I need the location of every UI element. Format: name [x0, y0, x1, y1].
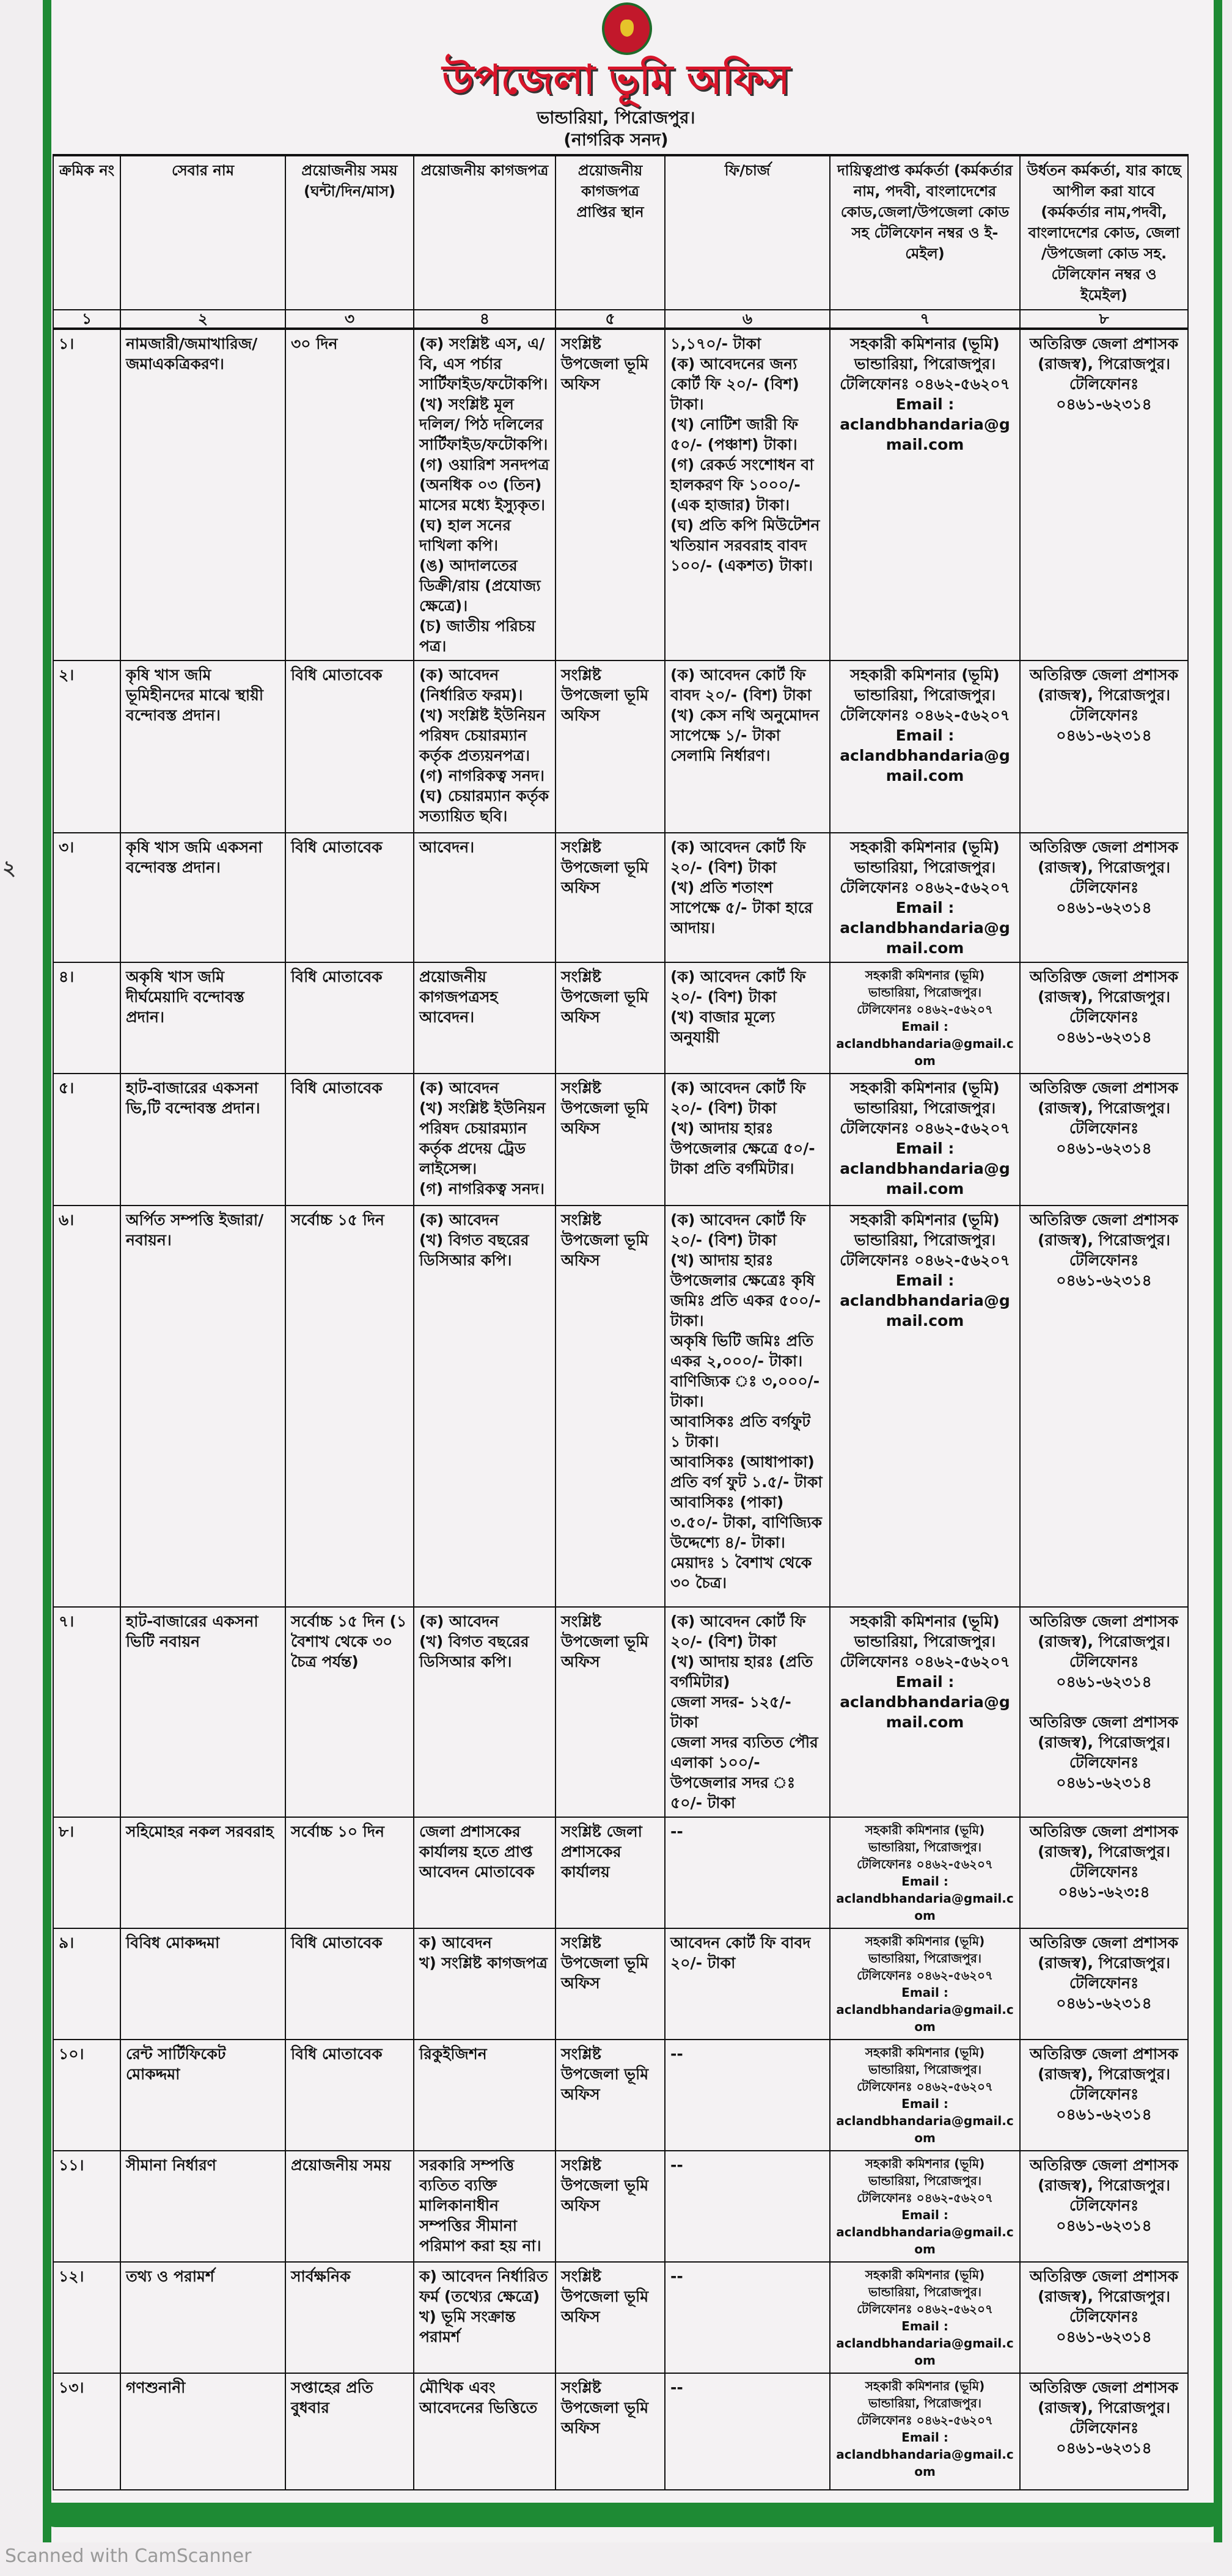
- table-row: [53, 2151, 1188, 2262]
- cell-responsible-officer: সহকারী কমিশনার (ভূমি) ভান্ডারিয়া, পিরোজপুর। টেলিফোনঃ ০৪৬২-৫৬২০৭ Email : aclandbhandaria@gmail.com: [830, 2151, 1020, 2262]
- column-number: ১: [53, 310, 120, 329]
- green-border-bottom: [43, 2503, 1222, 2527]
- cell-fee: আবেদন কোর্ট ফি বাবদ ২০/- টাকা: [665, 1928, 830, 2040]
- cell-documents-source: সংশ্লিষ্ট উপজেলা ভূমি অফিস: [556, 1928, 665, 2040]
- column-number: ৩: [285, 310, 414, 329]
- cell-required-documents: (ক) আবেদন (খ) সংশ্লিষ্ট ইউনিয়ন পরিষদ চেয়ারম্যান কর্তৃক প্রদেয় ট্রেড লাইসেন্স। (গ) নাগরিকত্ব সনদ।: [414, 1074, 556, 1206]
- cell-appeal-officer: অতিরিক্ত জেলা প্রশাসক (রাজস্ব), পিরোজপুর। টেলিফোনঃ ০৪৬১-৬২৩১৪: [1020, 329, 1188, 660]
- cell-fee: --: [665, 2040, 830, 2151]
- column-header-required-documents: প্রয়োজনীয় কাগজপত্র: [414, 155, 556, 310]
- cell-fee: (ক) আবেদন কোর্ট ফি ২০/- (বিশ) টাকা (খ) প্রতি শতাংশ সাপেক্ষে ৫/- টাকা হারে আদায়।: [665, 833, 830, 962]
- cell-service-name: তথ্য ও পরামর্শ: [120, 2262, 285, 2373]
- cell-documents-source: সংশ্লিষ্ট উপজেলা ভূমি অফিস: [556, 2373, 665, 2490]
- cell-serial: ১৩।: [53, 2373, 120, 2490]
- cell-documents-source: সংশ্লিষ্ট উপজেলা ভূমি অফিস: [556, 2151, 665, 2262]
- cell-required-time: বিধি মোতাবেক: [285, 962, 414, 1074]
- cell-serial: ১০।: [53, 2040, 120, 2151]
- cell-responsible-officer: সহকারী কমিশনার (ভূমি) ভান্ডারিয়া, পিরোজপুর। টেলিফোনঃ ০৪৬২-৫৬২০৭ Email : aclandbhandaria@gmail.com: [830, 2373, 1020, 2490]
- cell-serial: ১।: [53, 329, 120, 660]
- table-row: [53, 962, 1188, 1074]
- table-row: [53, 2373, 1188, 2490]
- cell-appeal-officer: অতিরিক্ত জেলা প্রশাসক (রাজস্ব), পিরোজপুর। টেলিফোনঃ ০৪৬১-৬২৩১৪: [1020, 2040, 1188, 2151]
- cell-required-documents: আবেদন।: [414, 833, 556, 962]
- scanner-watermark: Scanned with CamScanner: [5, 2545, 252, 2567]
- cell-responsible-officer: সহকারী কমিশনার (ভূমি) ভান্ডারিয়া, পিরোজপুর। টেলিফোনঃ ০৪৬২-৫৬২০৭ Email : aclandbhandaria@gmail.com: [830, 1206, 1020, 1607]
- cell-serial: ৬।: [53, 1206, 120, 1607]
- cell-documents-source: সংশ্লিষ্ট উপজেলা ভূমি অফিস: [556, 1074, 665, 1206]
- cell-required-documents: ক) আবেদন নির্ধারিত ফর্ম (তথ্যের ক্ষেত্রে) খ) ভূমি সংক্রান্ত পরামর্শ: [414, 2262, 556, 2373]
- cell-required-time: বিধি মোতাবেক: [285, 833, 414, 962]
- cell-required-time: সর্বোচ্চ ১৫ দিন (১ বৈশাখ থেকে ৩০ চৈত্র পর্যন্ত): [285, 1607, 414, 1817]
- cell-documents-source: সংশ্লিষ্ট উপজেলা ভূমি অফিস: [556, 2040, 665, 2151]
- column-header-required-time: প্রয়োজনীয় সময় (ঘন্টা/দিন/মাস): [285, 155, 414, 310]
- cell-responsible-officer: সহকারী কমিশনার (ভূমি) ভান্ডারিয়া, পিরোজপুর। টেলিফোনঃ ০৪৬২-৫৬২০৭ Email : aclandbhandaria@gmail.com: [830, 1074, 1020, 1206]
- cell-required-documents: রিকুইজিশন: [414, 2040, 556, 2151]
- cell-documents-source: সংশ্লিষ্ট উপজেলা ভূমি অফিস: [556, 329, 665, 660]
- cell-fee: (ক) আবেদন কোর্ট ফি বাবদ ২০/- (বিশ) টাকা (খ) কেস নথি অনুমোদন সাপেক্ষে ১/- টাকা সেলামি নির্ধারণ।: [665, 660, 830, 833]
- cell-required-documents: প্রয়োজনীয় কাগজপত্রসহ আবেদন।: [414, 962, 556, 1074]
- cell-required-documents: (ক) সংশ্লিষ্ট এস, এ/বি, এস পর্চার সার্টিফাইড/ফটোকপি। (খ) সংশ্লিষ্ট মূল দলিল/ পিঠ দলিলের সার্টিফাইড/ফটোকপি। (গ) ওয়ারিশ সনদপত্র (অনধিক ০৩ (তিন) মাসের মধ্যে ইস্যুকৃত। (ঘ) হাল সনের দাখিলা কপি। (ঙ) আদালতের ডিক্রী/রায় (প্রযোজ্য ক্ষেত্রে)। (চ) জাতীয় পরিচয় পত্র।: [414, 329, 556, 660]
- column-number: ৬: [665, 310, 830, 329]
- cell-appeal-officer: অতিরিক্ত জেলা প্রশাসক (রাজস্ব), পিরোজপুর। টেলিফোনঃ ০৪৬১-৬২৩১৪: [1020, 660, 1188, 833]
- cell-service-name: সহিমোহর নকল সরবরাহ: [120, 1817, 285, 1928]
- cell-appeal-officer: অতিরিক্ত জেলা প্রশাসক (রাজস্ব), পিরোজপুর। টেলিফোনঃ ০৪৬১-৬২৩১৪: [1020, 2373, 1188, 2490]
- cell-required-time: বিধি মোতাবেক: [285, 1928, 414, 2040]
- cell-service-name: হাট-বাজারের একসনা ভি,টি বন্দোবস্ত প্রদান।: [120, 1074, 285, 1206]
- cell-service-name: গণশুনানী: [120, 2373, 285, 2490]
- cell-documents-source: সংশ্লিষ্ট উপজেলা ভূমি অফিস: [556, 1607, 665, 1817]
- cell-serial: ১১।: [53, 2151, 120, 2262]
- column-header-fee: ফি/চার্জ: [665, 155, 830, 310]
- cell-responsible-officer: সহকারী কমিশনার (ভূমি) ভান্ডারিয়া, পিরোজপুর। টেলিফোনঃ ০৪৬২-৫৬২০৭ Email : aclandbhandaria@gmail.com: [830, 1817, 1020, 1928]
- column-number: ২: [120, 310, 285, 329]
- cell-documents-source: সংশ্লিষ্ট জেলা প্রশাসকের কার্যালয়: [556, 1817, 665, 1928]
- cell-responsible-officer: সহকারী কমিশনার (ভূমি) ভান্ডারিয়া, পিরোজপুর। টেলিফোনঃ ০৪৬২-৫৬২০৭ Email : aclandbhandaria@gmail.com: [830, 962, 1020, 1074]
- cell-fee: ১,১৭০/- টাকা (ক) আবেদনের জন্য কোর্ট ফি ২০/- (বিশ) টাকা। (খ) নোটিশ জারী ফি ৫০/- (পঞ্চাশ) টাকা। (গ) রেকর্ড সংশোধন বা হালকরণ ফি ১০০০/- (এক হাজার) টাকা। (ঘ) প্রতি কপি মিউটেশন খতিয়ান সরবরাহ বাবদ ১০০/- (একশত) টাকা।: [665, 329, 830, 660]
- cell-serial: ৩।: [53, 833, 120, 962]
- column-header-documents-source: প্রয়োজনীয় কাগজপত্র প্রাপ্তির স্থান: [556, 155, 665, 310]
- government-emblem-icon: [602, 2, 652, 55]
- cell-appeal-officer: অতিরিক্ত জেলা প্রশাসক (রাজস্ব), পিরোজপুর। টেলিফোনঃ ০৪৬১-৬২৩:৪: [1020, 1817, 1188, 1928]
- cell-documents-source: সংশ্লিষ্ট উপজেলা ভূমি অফিস: [556, 2262, 665, 2373]
- table-row: [53, 1074, 1188, 1206]
- cell-serial: ৮।: [53, 1817, 120, 1928]
- cell-serial: ১২।: [53, 2262, 120, 2373]
- cell-fee: (ক) আবেদন কোর্ট ফি ২০/- (বিশ) টাকা (খ) আদায় হারঃ উপজেলার ক্ষেত্রে ৫০/- টাকা প্রতি বর্গমিটার।: [665, 1074, 830, 1206]
- column-header-appeal-officer: উর্ধতন কর্মকর্তা, যার কাছে আপীল করা যাবে (কর্মকর্তার নাম,পদবী, বাংলাদেশের কোড, জেলা /উপজেলা কোড সহ. টেলিফোন নম্বর ও ইমেইল): [1020, 155, 1188, 310]
- cell-fee: (ক) আবেদন কোর্ট ফি ২০/- (বিশ) টাকা (খ) আদায় হারঃ উপজেলার ক্ষেত্রেঃ কৃষি জমিঃ প্রতি একর ৫০০/- টাকা। অকৃষি ভিটি জমিঃ প্রতি একর ২,০০০/- টাকা। বাণিজ্যিক ঃ ৩,০০০/- টাকা। আবাসিকঃ প্রতি বর্গফুট ১ টাকা। আবাসিকঃ (আধাপাকা) প্রতি বর্গ ফুট ১.৫/- টাকা আবাসিকঃ (পাকা) ৩.৫০/- টাকা, বাণিজ্যিক উদ্দেশ্যে ৪/- টাকা। মেয়াদঃ ১ বৈশাখ থেকে ৩০ চৈত্র।: [665, 1206, 830, 1607]
- cell-fee: (ক) আবেদন কোর্ট ফি ২০/- (বিশ) টাকা (খ) আদায় হারঃ (প্রতি বর্গমিটার) জেলা সদর- ১২৫/- টাকা জেলা সদর ব্যতিত পৌর এলাকা ১০০/- উপজেলার সদর ঃ ৫০/- টাকা: [665, 1607, 830, 1817]
- cell-documents-source: সংশ্লিষ্ট উপজেলা ভূমি অফিস: [556, 660, 665, 833]
- cell-responsible-officer: সহকারী কমিশনার (ভূমি) ভান্ডারিয়া, পিরোজপুর। টেলিফোনঃ ০৪৬২-৫৬২০৭ Email : aclandbhandaria@gmail.com: [830, 1607, 1020, 1817]
- citizen-charter-table: [53, 154, 1189, 2490]
- table-row: [53, 1817, 1188, 1928]
- cell-required-documents: (ক) আবেদন (খ) বিগত বছরের ডিসিআর কপি।: [414, 1206, 556, 1607]
- cell-required-documents: (ক) আবেদন (খ) বিগত বছরের ডিসিআর কপি।: [414, 1607, 556, 1817]
- cell-required-time: সর্বোচ্চ ১৫ দিন: [285, 1206, 414, 1607]
- column-header-serial: ক্রমিক নং: [53, 155, 120, 310]
- cell-appeal-officer: অতিরিক্ত জেলা প্রশাসক (রাজস্ব), পিরোজপুর। টেলিফোনঃ ০৪৬১-৬২৩১৪: [1020, 2151, 1188, 2262]
- cell-responsible-officer: সহকারী কমিশনার (ভূমি) ভান্ডারিয়া, পিরোজপুর। টেলিফোনঃ ০৪৬২-৫৬২০৭ Email : aclandbhandaria@gmail.com: [830, 1928, 1020, 2040]
- cell-required-time: প্রয়োজনীয় সময়: [285, 2151, 414, 2262]
- cell-responsible-officer: সহকারী কমিশনার (ভূমি) ভান্ডারিয়া, পিরোজপুর। টেলিফোনঃ ০৪৬২-৫৬২০৭ Email : aclandbhandaria@gmail.com: [830, 660, 1020, 833]
- cell-fee: --: [665, 2373, 830, 2490]
- cell-required-time: বিধি মোতাবেক: [285, 2040, 414, 2151]
- cell-service-name: হাট-বাজারের একসনা ভিটি নবায়ন: [120, 1607, 285, 1817]
- cell-service-name: রেন্ট সার্টিফিকেট মোকদ্দমা: [120, 2040, 285, 2151]
- column-header-service-name: সেবার নাম: [120, 155, 285, 310]
- cell-required-time: ৩০ দিন: [285, 329, 414, 660]
- cell-fee: --: [665, 2151, 830, 2262]
- cell-serial: ৪।: [53, 962, 120, 1074]
- column-number: ৭: [830, 310, 1020, 329]
- cell-required-time: বিধি মোতাবেক: [285, 1074, 414, 1206]
- cell-responsible-officer: সহকারী কমিশনার (ভূমি) ভান্ডারিয়া, পিরোজপুর। টেলিফোনঃ ০৪৬২-৫৬২০৭ Email : aclandbhandaria@gmail.com: [830, 2040, 1020, 2151]
- cell-fee: (ক) আবেদন কোর্ট ফি ২০/- (বিশ) টাকা (খ) বাজার মূল্যে অনুযায়ী: [665, 962, 830, 1074]
- cell-required-documents: জেলা প্রশাসকের কার্যালয় হতে প্রাপ্ত আবেদন মোতাবেক: [414, 1817, 556, 1928]
- column-number-row: [53, 310, 1188, 329]
- cell-service-name: কৃষি খাস জমি ভূমিহীনদের মাঝে স্থায়ী বন্দোবস্ত প্রদান।: [120, 660, 285, 833]
- office-location: ভান্ডারিয়া, পিরোজপুর।: [537, 108, 695, 128]
- cell-appeal-officer: অতিরিক্ত জেলা প্রশাসক (রাজস্ব), পিরোজপুর। টেলিফোনঃ ০৪৬১-৬২৩১৪: [1020, 1074, 1188, 1206]
- cell-required-time: সার্বক্ষনিক: [285, 2262, 414, 2373]
- cell-appeal-officer: অতিরিক্ত জেলা প্রশাসক (রাজস্ব), পিরোজপুর। টেলিফোনঃ ০৪৬১-৬২৩১৪: [1020, 1928, 1188, 2040]
- cell-service-name: অর্পিত সম্পত্তি ইজারা/ নবায়ন।: [120, 1206, 285, 1607]
- cell-service-name: সীমানা নির্ধারণ: [120, 2151, 285, 2262]
- cell-appeal-officer: অতিরিক্ত জেলা প্রশাসক (রাজস্ব), পিরোজপুর। টেলিফোনঃ ০৪৬১-৬২৩১৪: [1020, 833, 1188, 962]
- cell-documents-source: সংশ্লিষ্ট উপজেলা ভূমি অফিস: [556, 962, 665, 1074]
- cell-service-name: অকৃষি খাস জমি দীর্ঘমেয়াদি বন্দোবস্ত প্রদান।: [120, 962, 285, 1074]
- cell-responsible-officer: সহকারী কমিশনার (ভূমি) ভান্ডারিয়া, পিরোজপুর। টেলিফোনঃ ০৪৬২-৫৬২০৭ Email : aclandbhandaria@gmail.com: [830, 329, 1020, 660]
- cell-serial: ২।: [53, 660, 120, 833]
- margin-mark: ২: [2, 856, 16, 880]
- column-header-responsible-officer: দায়িত্বপ্রাপ্ত কর্মকর্তা (কর্মকর্তার নাম, পদবী, বাংলাদেশের কোড,জেলা/উপজেলা কোড সহ টেলিফোন নম্বর ও ই-মেইল): [830, 155, 1020, 310]
- document-subtitle: (নাগরিক সনদ): [563, 130, 669, 150]
- cell-appeal-officer: অতিরিক্ত জেলা প্রশাসক (রাজস্ব), পিরোজপুর। টেলিফোনঃ ০৪৬১-৬২৩১৪: [1020, 1206, 1188, 1607]
- cell-required-time: সর্বোচ্চ ১০ দিন: [285, 1817, 414, 1928]
- cell-required-documents: ক) আবেদন খ) সংশ্লিষ্ট কাগজপত্র: [414, 1928, 556, 2040]
- cell-required-time: বিধি মোতাবেক: [285, 660, 414, 833]
- table-row: [53, 1206, 1188, 1607]
- cell-appeal-officer: অতিরিক্ত জেলা প্রশাসক (রাজস্ব), পিরোজপুর। টেলিফোনঃ ০৪৬১-৬২৩১৪: [1020, 2262, 1188, 2373]
- cell-service-name: নামজারী/জমাখারিজ/ জমাএকত্রিকরণ।: [120, 329, 285, 660]
- table-row: [53, 833, 1188, 962]
- table-row: [53, 2262, 1188, 2373]
- cell-fee: --: [665, 1817, 830, 1928]
- table-row: [53, 2040, 1188, 2151]
- cell-responsible-officer: সহকারী কমিশনার (ভূমি) ভান্ডারিয়া, পিরোজপুর। টেলিফোনঃ ০৪৬২-৫৬২০৭ Email : aclandbhandaria@gmail.com: [830, 2262, 1020, 2373]
- column-number: ৫: [556, 310, 665, 329]
- cell-required-time: সপ্তাহের প্রতি বুধবার: [285, 2373, 414, 2490]
- cell-responsible-officer: সহকারী কমিশনার (ভূমি) ভান্ডারিয়া, পিরোজপুর। টেলিফোনঃ ০৪৬২-৫৬২০৭ Email : aclandbhandaria@gmail.com: [830, 833, 1020, 962]
- cell-appeal-officer: অতিরিক্ত জেলা প্রশাসক (রাজস্ব), পিরোজপুর। টেলিফোনঃ ০৪৬১-৬২৩১৪ অতিরিক্ত জেলা প্রশাসক (রাজস্ব), পিরোজপুর। টেলিফোনঃ ০৪৬১-৬২৩১৪: [1020, 1607, 1188, 1817]
- cell-service-name: বিবিধ মোকদ্দমা: [120, 1928, 285, 2040]
- table-header-row: [53, 155, 1188, 310]
- cell-required-documents: (ক) আবেদন (নির্ধারিত ফরম)। (খ) সংশ্লিষ্ট ইউনিয়ন পরিষদ চেয়ারম্যান কর্তৃক প্রত্যয়নপত্র। (গ) নাগরিকত্ব সনদ। (ঘ) চেয়ারম্যান কর্তৃক সত্যায়িত ছবি।: [414, 660, 556, 833]
- column-number: ৪: [414, 310, 556, 329]
- table-row: [53, 1607, 1188, 1817]
- cell-required-documents: মৌখিক এবং আবেদনের ভিত্তিতে: [414, 2373, 556, 2490]
- cell-fee: --: [665, 2262, 830, 2373]
- cell-documents-source: সংশ্লিষ্ট উপজেলা ভূমি অফিস: [556, 1206, 665, 1607]
- cell-documents-source: সংশ্লিষ্ট উপজেলা ভূমি অফিস: [556, 833, 665, 962]
- cell-serial: ৫।: [53, 1074, 120, 1206]
- page-title: উপজেলা ভূমি অফিস: [442, 56, 790, 103]
- cell-serial: ৯।: [53, 1928, 120, 2040]
- table-row: [53, 329, 1188, 660]
- cell-appeal-officer: অতিরিক্ত জেলা প্রশাসক (রাজস্ব), পিরোজপুর। টেলিফোনঃ ০৪৬১-৬২৩১৪: [1020, 962, 1188, 1074]
- column-number: ৮: [1020, 310, 1188, 329]
- table-row: [53, 1928, 1188, 2040]
- cell-service-name: কৃষি খাস জমি একসনা বন্দোবস্ত প্রদান।: [120, 833, 285, 962]
- cell-required-documents: সরকারি সম্পত্তি ব্যতিত ব্যক্তি মালিকানাধীন সম্পত্তির সীমানা পরিমাপ করা হয় না।: [414, 2151, 556, 2262]
- cell-serial: ৭।: [53, 1607, 120, 1817]
- table-row: [53, 660, 1188, 833]
